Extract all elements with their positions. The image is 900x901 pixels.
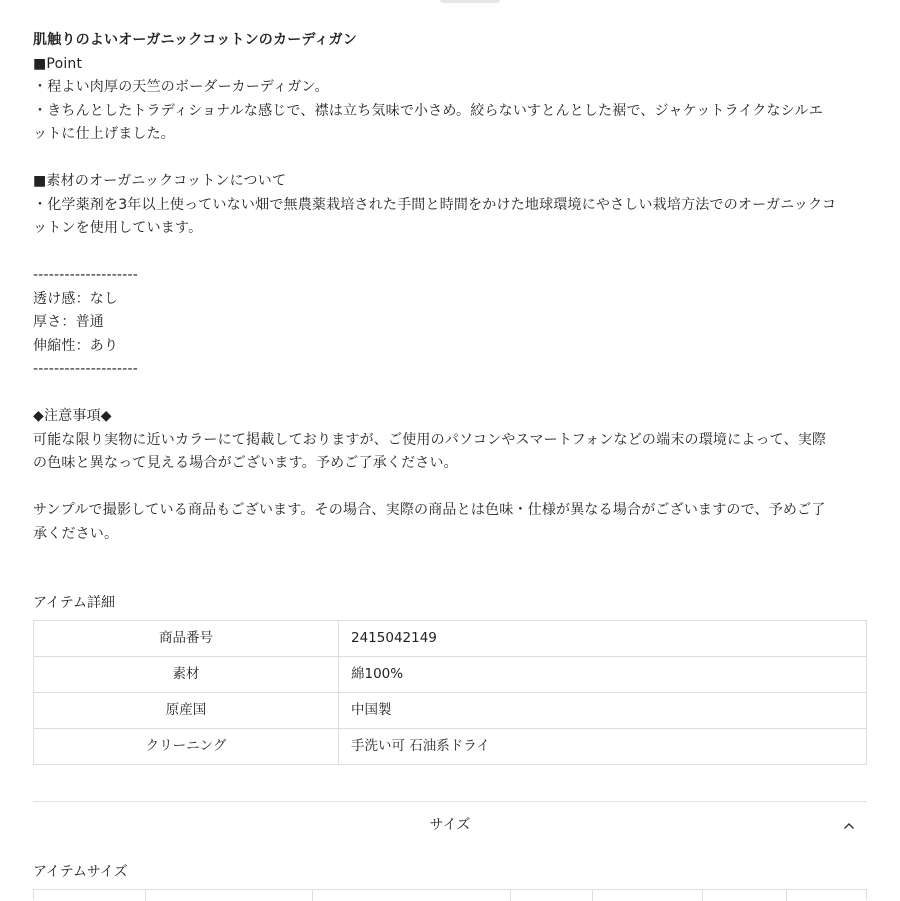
separator-top: -------------------- [33,267,139,283]
detail-key: 素材 [34,657,339,693]
detail-value: 2415042149 [339,621,867,657]
material-line: ットンを使用しています。 [33,220,203,236]
chevron-up-icon[interactable] [843,820,855,832]
size-accordion-toggle[interactable] [33,814,867,838]
sample-line: 承ください。 [33,525,119,542]
separator-bottom: -------------------- [33,361,139,377]
size-accordion-title[interactable]: サイズ [429,817,471,833]
spec-stretch: 伸縮性：あり [33,337,119,354]
detail-value: 手洗い可 石油系ドライ [339,729,867,765]
section-divider [33,801,867,802]
item-size-label: アイテムサイズ [33,864,128,880]
detail-key: 商品番号 [34,621,339,657]
item-details-label: アイテム詳細 [33,595,116,611]
size-table [33,889,867,900]
sample-line: サンプルで撮影している商品もございます。その場合、実際の商品とは色味・仕様が異なる場合がございますので、予めご了 [33,502,826,518]
point-line: ・程よい肉厚の天竺のボーダーカーディガン。 [33,79,329,95]
spec-transparency: 透け感：なし [33,290,119,307]
table-row [34,657,867,693]
notice-line: の色味と異なって見える場合がございます。予めご了承ください。 [33,455,458,471]
detail-value: 中国製 [339,693,867,729]
table-row [34,693,867,729]
material-line: ・化学薬剤を3年以上使っていない畑で無農薬栽培された手間と時間をかけた地球環境にやさしい栽培方法でのオーガニックコ [33,196,837,213]
description-title: 肌触りのよいオーガニックコットンのカーディガン [33,32,358,48]
detail-key: 原産国 [34,693,339,729]
item-details-table [33,620,867,765]
notice-heading: ◆注意事項◆ [33,408,112,424]
detail-key: クリーニング [34,729,339,765]
spec-thickness: 厚さ：普通 [33,314,104,330]
table-row [34,729,867,765]
detail-value: 綿100% [339,657,867,693]
top-edge-fragment [440,0,500,3]
product-description [33,29,873,546]
material-heading: ■素材のオーガニックコットンについて [33,173,287,189]
point-line: ットに仕上げました。 [33,126,175,142]
point-line: ・きちんとしたトラディショナルな感じで、襟は立ち気味で小さめ。絞らないすとんとした裾で、ジャケットライクなシルエ [33,102,823,119]
table-row [34,621,867,657]
point-heading: ■Point [33,55,83,72]
notice-line: 可能な限り実物に近いカラーにて掲載しておりますが、ご使用のパソコンやスマートフォンなどの端末の環境によって、実際 [33,431,827,448]
